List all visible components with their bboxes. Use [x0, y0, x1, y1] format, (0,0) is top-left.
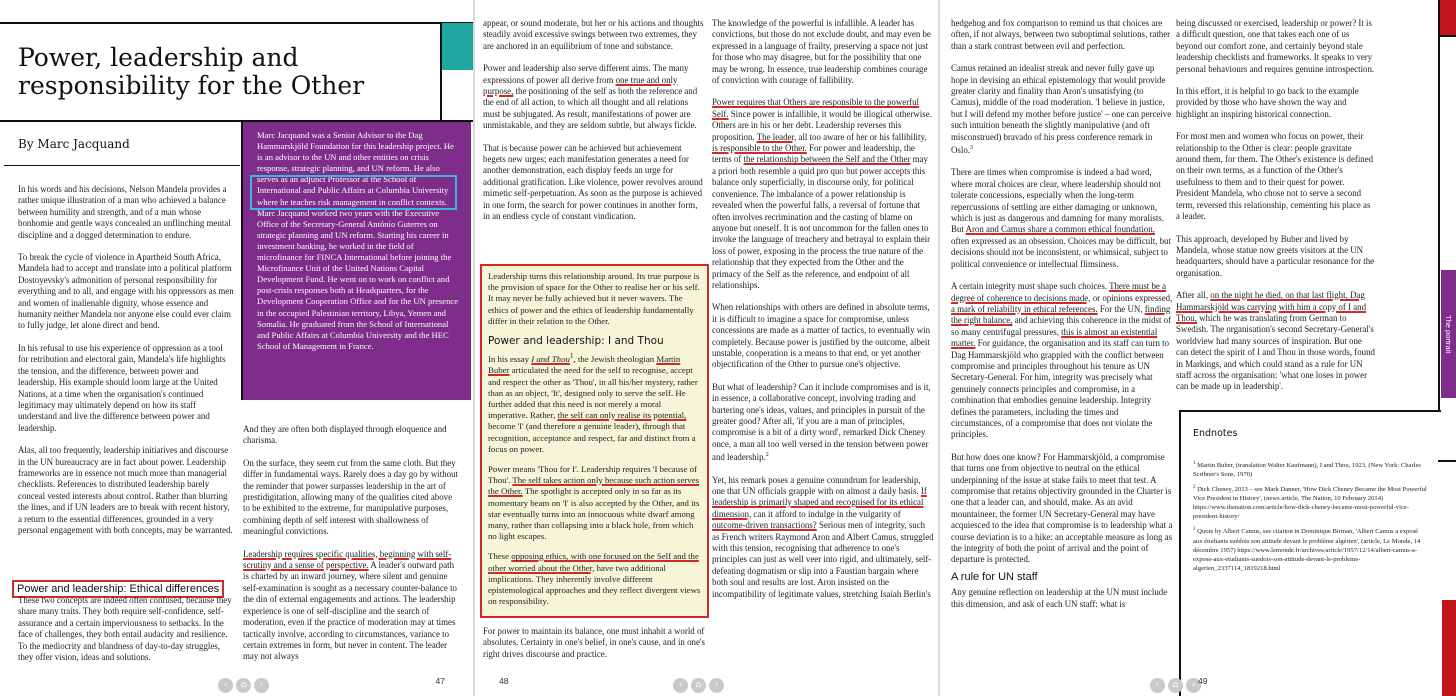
page48-column-2 [712, 18, 934, 611]
paragraph: And they are often both displayed through eloquence and charisma. [243, 424, 447, 446]
home-button[interactable]: ⌂ [236, 678, 251, 693]
bio-highlight-annotation [250, 175, 457, 210]
paragraph: To break the cycle of violence in Apartheid South Africa, Mandela had to accept and translate into a political platform Dostoyevsky's admonition of personal responsibility for everything and to all, and engage with his oppressors as men and women of inalienable dignity, whose essence and humanity neither Mandela nor anyone else could ever claim to fully judge, let alone direct and bend. [18, 252, 234, 331]
paragraph [951, 63, 1173, 156]
text-span: In his essay [488, 354, 532, 365]
paragraph: appear, or sound moderate, but her or his actions and thoughts steadily avoid excessive swings between two extremes, they are anchored in an equilibrium of tone and substance. [483, 18, 704, 51]
text-span: But what of leadership? Can it include compromises and is it, in essence, a collaborative concept, involving trading and bartering one's ideas, values, and principles in pursuit of the greater good? After all, 'if you are a man of principles, compromise is a bit of a dirty word', remarked Dick Cheney once, a man all too well versed in the tension between power and leadership. [712, 381, 931, 463]
byline-rule [4, 165, 240, 166]
paragraph [488, 551, 701, 607]
text-span: Power and leadership also serve different aims. The many expressions of power all derive from [483, 63, 689, 85]
prev-page-button[interactable]: ‹ [1150, 678, 1165, 693]
endnote-text: Quote by Albert Camus, see citation in Dominique Birman, 'Albert Camus a exposé aux étudiants suédois son attitude devant le problème algérien', (article, Le Monde, 14 décembre 1957) https://www.lemonde.fr/archives/article/1957/12/14/albert-camus-a-expose-aux-etudiants-suedois-son-attitude-devant-le-probleme-algerien_2337114_1819218.html [1193, 528, 1421, 572]
page48-column-1 [483, 18, 705, 234]
endnotes-heading: Endnotes [1193, 428, 1238, 439]
author-bio-text: Marc Jacquand was a Senior Advisor to the Dag Hammarskjöld Foundation for this leadership project. He is an advisor to the UN and other entities on crisis response, strategic planning, and UN reform. He also serves as an adjunct Professor at the School of International and Public Affairs at Columbia University where he teaches risk management in conflict contexts. Marc Jacquand worked two years with the Executive Office of the Secretary-General António Guterres on strategic planning and UN reform. Starting his career in investment banking, he worked in the field of microfinance for FINCA International before joining the Microfinance Unit of the United Nations Capital Development Fund. He went on to work on conflict and post-crisis responses both at Headquarters, for the Development Cooperation Office and for the UN presence in the occupied Palestinian territory, Libya, Yemen and Somalia. He graduated from the School of International and Public Affairs at Columbia University and the HEC School of Management in France. [257, 130, 459, 351]
underlined-text: outcome-driven transactions? [712, 520, 817, 531]
paragraph: Leadership turns this relationship around. Its true purpose is the provision of space for the Other to realise her or his self. It may never be fully achieved but it never wavers. The ethics of power and the ethics of leadership fundamentally differ in their relation to the Other. [488, 271, 700, 326]
text-span: Power means 'Thou for I'. Leadership requires 'I because of Thou'. [488, 463, 697, 486]
underlined-text: the self can only realise its potential, [557, 410, 687, 421]
paragraph: For most men and women who focus on power, their relationship to the Other is clear: people gravitate around them, for them. The Other's existence is defined on their own terms, as a function of the Other's usefulness to them and to their quest for power. President Mandela, who chose not to serve a second term, reversed this relationship, cementing his place as a leader. [1176, 131, 1374, 222]
paragraph [951, 281, 1173, 441]
page-49 [940, 0, 1456, 696]
text-span: A certain integrity must shape such choices. [951, 281, 1110, 292]
text-span: the positioning of the self as both the reference and the end of all action, to which all thought and all relations must be subjugated. As result, manifestations of power are unmistakable, and they are seldom subtle, but always fickle. [483, 86, 698, 131]
endnote-item [1193, 459, 1429, 479]
paragraph [712, 97, 934, 291]
text-span: The spotlight is accepted only in so far as its momentary beam on 'I' is also accepted by the Other, and its star eventually turns into an innocuous white dwarf among many, rather than collapsing into a black hole, from which no light escapes. [488, 486, 700, 542]
home-button[interactable]: ⌂ [1168, 678, 1183, 693]
paragraph: hedgehog and fox comparison to remind us that choices are often, if not always, between two suboptimal solutions, rather than a stark contrast between evil and perfection. [951, 18, 1171, 51]
next-page-button[interactable]: › [1186, 678, 1201, 693]
paragraph: But how does one know? For Hammarskjöld, a compromise that turns one from objective to neutral on the ethical underpinning of the issue at stake fails to meet that test. A compromise that retains objectivity grounded in the Charter is one that a leader can, and should, make. As an avid mountaineer, the former UN Secretary-General may have acquiesced to the idea that compromise is to leadership what a course deviation is to a hike: an acceptable measure as long as the integrity of both the point of arrival and the point of departure is protected. [951, 451, 1173, 565]
page49-column-1 [951, 18, 1173, 621]
underlined-text: is responsible to the Other. [712, 143, 807, 154]
endnote-item [1193, 525, 1429, 572]
italic-title: I and Thou [531, 354, 570, 365]
next-page-button[interactable]: › [254, 678, 269, 693]
text-span: For power and leadership, the terms of [712, 143, 915, 165]
section-subhead: A rule for UN staff [951, 570, 1038, 583]
next-page-button[interactable]: › [709, 678, 724, 693]
paragraph: When relationships with others are defined in absolute terms, it is difficult to imagine a space for compromise, unless concessions are made as a matter of tactics, to eventually win completely. Because power is justified by the outcome, albeit unstable, cooperation is a means to that end, or yet another objectification of the Other to pursue one's objective. [712, 302, 931, 370]
text-span: Serious men of integrity, such as French writers Raymond Aron and Albert Camus, struggled with this tension, recognising that adherence to one's principles can just as well veer into rigid, and ultimately, self-defeating dogmatism or slip into a Faustian bargain where both soul and results are lost. Aron insisted on the incompatibility of legitimate values, stretching Isaiah Berlin's [712, 520, 934, 599]
text-span: Since power is infallible, it would be illogical otherwise. Others are in his or her debt. Leadership reverses this proposition. [712, 108, 932, 142]
page-number: 48 [499, 676, 509, 686]
sidebar-tab-the-portrait[interactable]: The portrait [1441, 270, 1456, 398]
author-bio-box [243, 122, 471, 400]
endnote-mark: 1 [1193, 461, 1196, 466]
paragraph: The knowledge of the powerful is infallible. A leader has convictions, but those do not exclude doubt, and may even be expressed in a language of frailty, preserving a space not just for those who may disagree, but for the possibility that one may be wrong. In essence, true leadership combines courage of conviction with courage of fallibility. [712, 18, 931, 86]
paragraph [488, 350, 701, 455]
prev-page-button[interactable]: ‹ [673, 678, 688, 693]
endnote-mark: 2 [1193, 485, 1196, 491]
page47-column-1 [18, 184, 234, 542]
endnotes-box [1179, 410, 1441, 696]
text-span: Yet, his remark poses a genuine conundrum for leadership, one that UN officials grapple with on almost a daily basis. [712, 474, 921, 496]
endnote-item [1193, 483, 1429, 521]
paragraph [1176, 290, 1376, 393]
page-number: 49 [1198, 676, 1208, 686]
text-span: all too aware of her or his fallibility, [796, 131, 927, 142]
underlined-text: The self takes action only because such action serves the Other. [488, 475, 700, 497]
underlined-text: opposing ethics, with one focused on the Self and the other worried about the Other, [488, 551, 699, 573]
highlighted-quote-box [480, 264, 709, 618]
page47-column-1-cont [18, 595, 234, 674]
text-span: become 'I' (and therefore a genuine leader), through that recognition, acceptance and respect, far and distinct from a focus on power. [488, 421, 696, 454]
page-number: 47 [435, 676, 445, 686]
article-title: Power, leadership and responsibility for the Other [18, 43, 365, 100]
text-span: A leader's outward path is charted by an inward journey, where silent and genuine self-examination is sought as a necessary counter-balance to the din of external engagements and actions. The leadership experience is one of self-discipline and the search of moderation, even if the practice of moderation may at times tactically involve, according to circumstances, variance to certain extremes in form, but never in content. The leader may not always [243, 560, 457, 662]
paragraph: In his refusal to use his experience of oppression as a tool for retribution and electoral gain, Mandela's life highlights the tension, and the difference, between power and leadership. His example should loom large at the United Nations, at a time when the organisation's continued legitimacy may ultimately depend on how its staff understand and live the difference between power and leadership. [18, 342, 226, 433]
footnote-ref[interactable]: 2 [765, 452, 769, 459]
underlined-text: The leader, [756, 131, 797, 142]
underlined-text: Power requires that Others are responsible to the powerful Self. [712, 97, 920, 119]
underlined-text: Aron and Camus share a common ethical foundation, [965, 224, 1155, 235]
text-span: often expressed as an obsession. Choices may be difficult, but decisions should not be inconsistent, or whimsical, subject to political convenience or intellectual flimsiness. [951, 235, 1171, 269]
text-span: may a priori both resemble a quid pro quo but power accepts this balance only superficially, in discourse only, for political convenience. The imbalance of a power relationship is revealed when the powerful falls, a reversal of fortune that often involves recrimination and the casting of blame on anyone but oneself. It is not uncommon for the fallen ones to invoke the language of treachery and betrayal to explain their loss of power, exposing in the process the true nature of the relationship that they expected from the Other and the primacy of the Self as the reference, and endpoint of all relationships. [712, 154, 931, 290]
underlined-text: a mark of reliability in ethical references. [951, 303, 1098, 314]
paragraph [488, 464, 701, 542]
text-span: and achieving this coherence in the midst of so many centrifugal pressures, [951, 315, 1172, 337]
text-span: or opinions expressed, [1090, 292, 1173, 303]
text-span: which he was translating from German to Swedish. The organisation's second Secretary-General's worldview had many sources of inspiration. But one can detect the spirit of I and Thou in those words, found in Markings, and which could stand as a rule for UN staff across the organisation: 'what one loses in power can be made up in leadership'. [1176, 312, 1375, 392]
endnote-text: Martin Buber, (translation Walter Kaufmann), I and Thou, 1923, (New York: Charles Scribner's Sons, 1970) [1193, 462, 1421, 479]
page47-column-2 [243, 424, 459, 674]
paragraph [243, 549, 459, 663]
text-span: have two additional implications. They inherently involve different epistemological approaches and they reflect divergent views on responsibility. [488, 562, 701, 607]
footnote-ref[interactable]: 3 [970, 145, 973, 152]
text-span: can it afford to indulge in the vulgarity of [751, 508, 901, 519]
page49-column-2 [1176, 18, 1376, 404]
text-span: After all, [1176, 290, 1211, 301]
section-subhead: Power and leadership: Ethical differences [12, 580, 224, 598]
grid-line [1438, 35, 1456, 37]
page-nav-controls [218, 678, 269, 693]
page48-column-1-end [483, 626, 705, 671]
underlined-text: finding the right balance, [951, 303, 1171, 326]
paragraph [951, 167, 1173, 270]
paragraph: In this effort, it is helpful to go back to the example provided by those who have shown the way and highlight an inspiring historical connection. [1176, 86, 1359, 119]
box-heading: Power and leadership: I and Thou [488, 335, 664, 348]
text-span: For guidance, the organisation and its staff can turn to Dag Hammarskjöld who grappled with the conflict between compromise and principles throughout his tenure as UN Secretary-General. For him, integrity was precisely what genuinely connects principles and compromise, in a combination that embodies genuine leadership. Integrity defines the parameters, including the times and circumstances, of a compromise that does not violate the principles. [951, 338, 1170, 440]
paragraph: being discussed or exercised, leadership or power? It is a difficult question, one that takes each one of us beyond our comfort zone, and certainly beyond stale leadership checklists and frameworks. It speaks to very personal behaviours and requires genuine introspection. [1176, 18, 1375, 74]
teal-accent-block [440, 23, 473, 70]
underlined-text: on the night he died, on that last flight, Dag Hammarskjöld was carrying with him a copy of I and Thou, [1176, 290, 1367, 323]
underlined-text: Martin Buber [488, 354, 681, 376]
red-grid-block [1442, 600, 1456, 696]
underlined-text: Leadership requires specific qualities, beginning with self-scrutiny and a sense of perspective. [243, 548, 452, 571]
paragraph: In his words and his decisions, Nelson Mandela provides a rather unique illustration of a man who achieved a balance between humility and strength, and of a man whose bonhomie and gentle ways concealed an unflinching mental discipline and a dogged determination to endure. [18, 184, 231, 240]
underlined-text: the relationship between the Self and the Other [743, 154, 911, 165]
endnotes-list [1193, 459, 1429, 573]
bio-left-rule [241, 122, 243, 400]
paragraph [712, 382, 934, 464]
top-rule [0, 22, 473, 24]
endnote-text: Dick Cheney, 2013 – see Mark Danner, 'How Dick Cheney Became the Most Powerful Vice President in History', (news article, The Nation, 10 February 2014) https://www.thenation.com/article/how-dick-cheney-became-most-powerful-vice-president-history/ [1193, 486, 1427, 521]
title-side-rule [440, 23, 442, 120]
paragraph [483, 63, 705, 131]
paragraph: This approach, developed by Buber and lived by Mandela, whose statue now greets visitors at the UN headquarters, should have a particular resonance for the organisation. [1176, 233, 1375, 278]
byline: By Marc Jacquand [18, 137, 130, 151]
text-span: , the Jewish theologian [573, 354, 657, 365]
home-button[interactable]: ⌂ [691, 678, 706, 693]
underlined-text: one true and only purpose, [483, 74, 678, 97]
page-47 [0, 0, 473, 696]
paragraph [712, 475, 934, 600]
underlined-text: If leadership is primarily shaped and recognised for its ethical dimension, [712, 486, 927, 519]
paragraph: Any genuine reflection on leadership at the UN must include this dimension, and ask of each UN staff: what is [951, 587, 1168, 609]
grid-line [1438, 0, 1440, 410]
underlined-text: this is almost an existential matter. [951, 326, 1158, 349]
page-nav-controls [673, 678, 724, 693]
text-span: For the UN, [1097, 303, 1145, 314]
red-grid-block [1440, 0, 1456, 35]
text-span: There are times when compromise is indeed a bad word, where moral choices are clear, where leadership should not tolerate concessions, especially when the long-term repercussions of settling are either damaging or unknown, which is just as dangerous and damning for many moralists. But [951, 167, 1164, 235]
underlined-text: There must be a degree of coherence to decisions made, [951, 281, 1167, 303]
paragraph: On the surface, they seem cut from the same cloth. But they differ in fundamental ways. Rarely does a day go by without the reminder that power surpasses leadership in the art of prestidigitation, allowing many of the qualities cited above to be exhibited to the extreme, for manipulative purposes, combining depth of self interest with shallowness of meaningful convictions. [243, 457, 459, 537]
paragraph: Alas, all too frequently, leadership initiatives and discourse in the UN bureaucracy are in fact about power. Leadership frameworks are in essence not much more than managerial checklists. References to distributed leadership barely conceal vested interests about control. Rather than blurring the lines, and if UN leaders are to break with recent history, a return to the essential differences, grounded in a very personal engagement with both concepts, may be warranted. [18, 445, 233, 535]
paragraph: That is because power can be achieved but achievement begets new urges; each manifestation generates a need for another demonstration, each display feeds an urge for additional gratification. Like violence, power revolves around mimetic self-perpetuation. As soon as the purpose is achieved in one form, the search for power continues in another form, in an endless cycle of constant vindication. [483, 142, 703, 222]
paragraph: For power to maintain its balance, one must inhabit a world of absolutes. Certainty in one's belief, in one's cause, and in one's right drives discourse and practice. [483, 626, 705, 659]
footnote-ref[interactable]: 1 [569, 351, 574, 361]
text-span: These [488, 551, 512, 562]
endnote-mark: 3 [1193, 527, 1196, 533]
text-span: articulated the need for the self to recognise, accept and respect the other as 'Thou', in all his/her mystery, rather than as an object, 'It', designed only to serve the self. He further added that this need is not merely a moral imperative. Rather, [488, 365, 698, 421]
page-48 [475, 0, 938, 696]
text-span: Camus retained an idealist streak and never fully gave up hope in devising an ethical epistemology that would provide greater clarity and finality than Aron's unsatisfying (to Camus), middle of the road moderation. 'I believe in justice, but I will defend my mother before justice' – one can perceive such intuition beneath the slightly manipulative (and oft misconstrued) bravado of his press conference remark in Oslo. [951, 63, 1172, 156]
page-nav-controls [1150, 678, 1201, 693]
prev-page-button[interactable]: ‹ [218, 678, 233, 693]
paragraph: These two concepts are indeed often confused, because they share many traits. They both require self-confidence, self-assurance and a certain imperviousness to setbacks. In the face of challenges, they both entail audacity and resilience. To the mediocrity and blandness of day-to-day struggles, they offer vision, ideas and solutions. [18, 595, 232, 663]
